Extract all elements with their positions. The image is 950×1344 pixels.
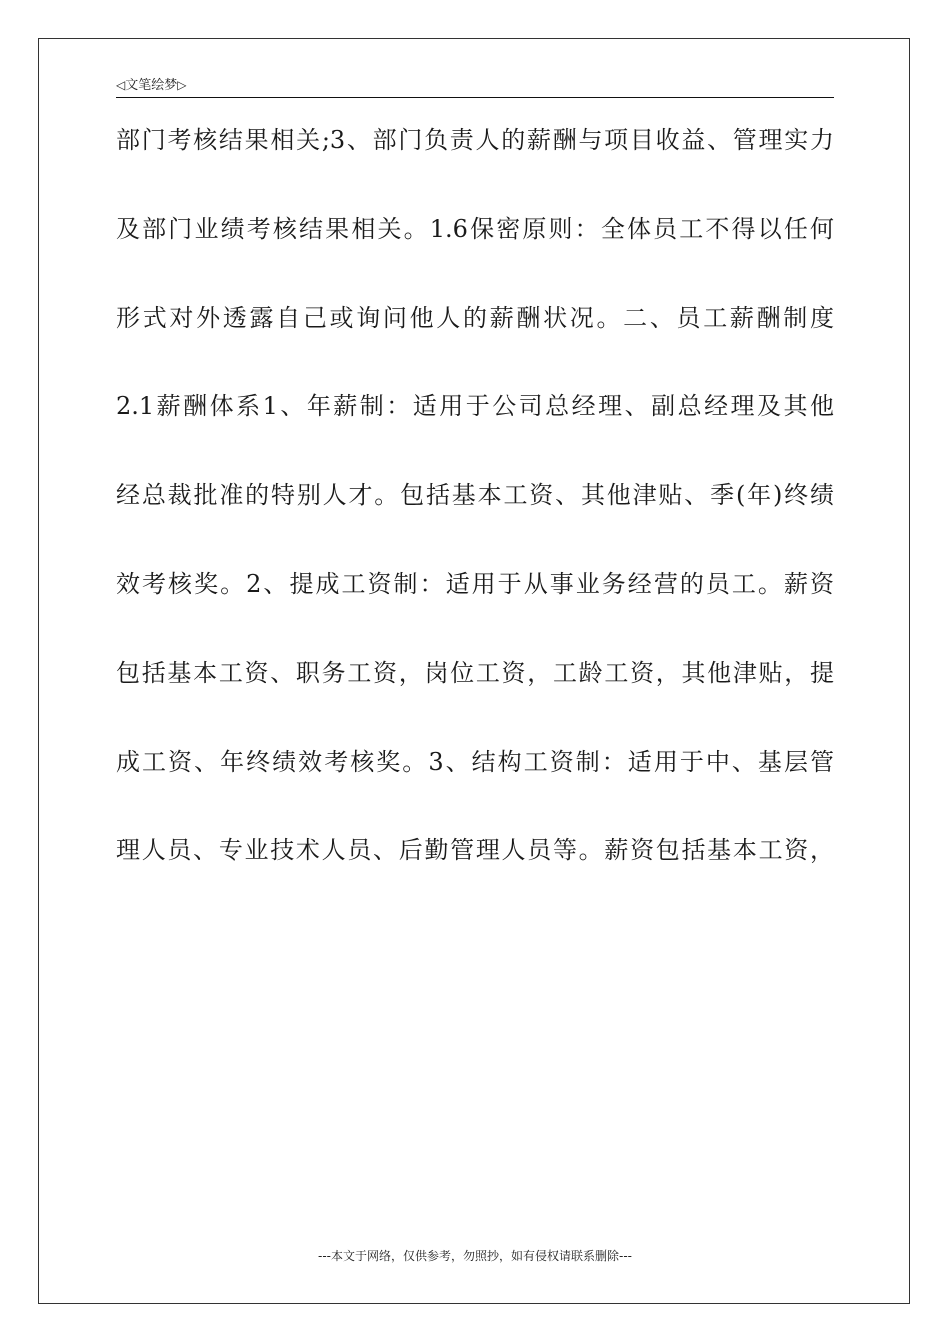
document-body [116,128,834,927]
body-line: 及部门业绩考核结果相关。1.6保密原则：全体员工不得以任何 [116,214,834,243]
header-rule [116,97,834,98]
left-triangle-icon: ◁ [116,78,126,92]
body-line: 成工资、年终绩效考核奖。3、结构工资制：适用于中、基层管 [116,747,834,776]
body-line: 效考核奖。2、提成工资制：适用于从事业务经营的员工。薪资 [116,569,834,598]
body-line: 2.1薪酬体系1、年薪制：适用于公司总经理、副总经理及其他 [116,392,834,421]
right-triangle-icon: ▷ [177,78,187,92]
page-header [116,76,834,98]
body-line: 形式对外透露自己或询问他人的薪酬状况。二、员工薪酬制度 [116,303,834,332]
body-line: 包括基本工资、职务工资，岗位工资，工龄工资，其他津贴，提 [116,658,834,687]
page-footer: ---本文于网络，仅供参考，勿照抄，如有侵权请联系删除--- [318,1249,632,1263]
body-line: 部门考核结果相关;3、部门负责人的薪酬与项目收益、管理实力 [116,126,834,154]
body-line: 理人员、专业技术人员、后勤管理人员等。薪资包括基本工资， [116,836,834,865]
header-title: 文笔绘梦 [125,78,178,93]
body-line: 经总裁批准的特别人才。包括基本工资、其他津贴、季(年)终绩 [116,481,834,510]
